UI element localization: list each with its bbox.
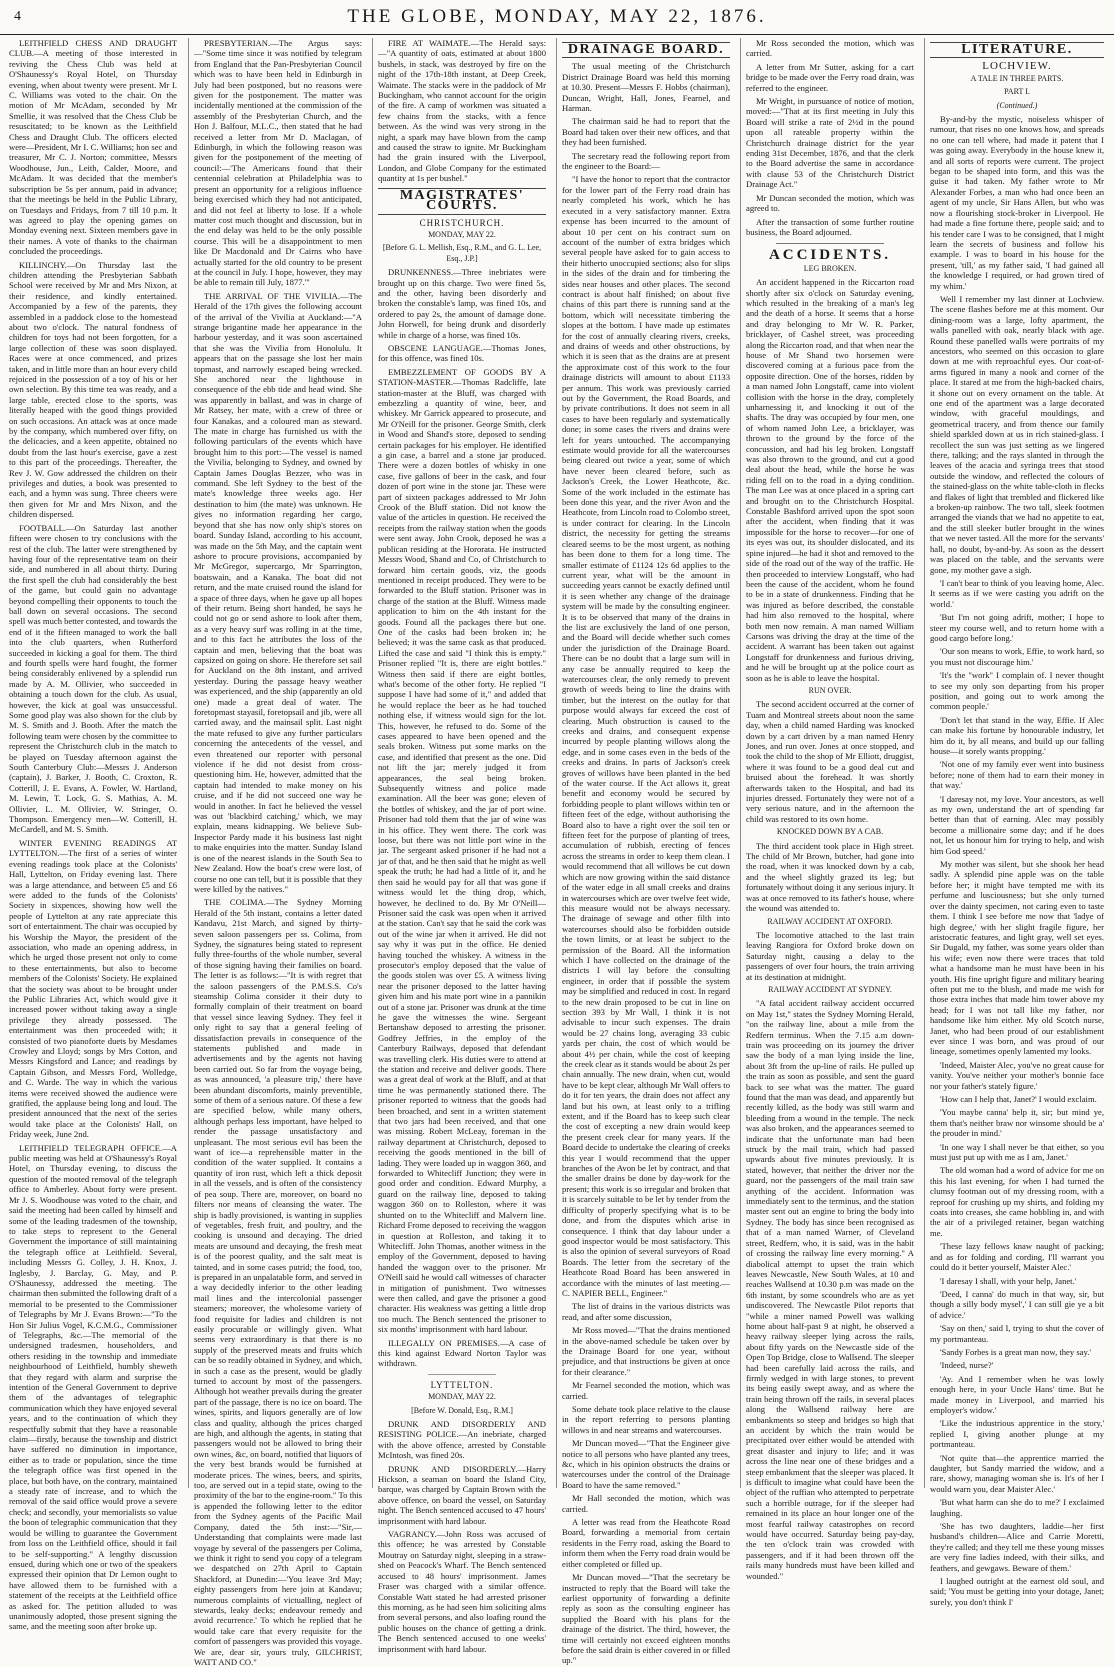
story-title: LOCHVIEW. bbox=[982, 60, 1052, 73]
drainage-board-heading: DRAINAGE BOARD. bbox=[562, 42, 730, 58]
cab-subheading: KNOCKED DOWN BY A CAB. bbox=[776, 827, 884, 837]
article-chess-club: LEITHFIELD CHESS AND DRAUGHT CLUB.—A meeting of those interested in reviving the Chess Club was held at O'Shaunessy's Royal Hotel, on Thursday evening, when about twenty were present. Mr I. C. Williams was voted to the chair. On the motion of Mr McAdam, seconded by Mr Smellie, it was resolved that the Chess Club be resuscitated; to be known as the Leithfield Chess and Draught Club. The officers elected were—President, Mr I. C. Williams; hon sec and treasurer, Mr C. J. Norton; committee, Messrs Woodhouse, Jun., Leith, Calder, Moore, and McAdam. It was decided that the member's subscription be 5s per annum, paid in advance; that the meetings be held in the Public Library, on Tuesdays and Fridays, from 7 till 10 p.m. It was agreed to play the opening games on Monday evening next. Sixteen members gave in their names. A vote of thanks to the chairman concluded the proceedings. bbox=[9, 38, 177, 257]
story-para: 'How can I help that, Janet?' I would exclaim. bbox=[940, 1094, 1097, 1104]
magistrates-courts-heading: MAGISTRATES' COURTS. bbox=[378, 188, 546, 215]
story-subtitle: A TALE IN THREE PARTS. bbox=[970, 73, 1064, 83]
court-drunkenness: DRUNKENNESS.—Three inebriates were brought up on this charge. Two were fined 5s, and the other, having been disorderly and broken the constable's lamp, was fined 10s, and ordered to pay 2s, the amount of damage done. John Horwell, for being drunk and disorderly while in charge of a horse, was fined 10s. bbox=[378, 267, 546, 340]
drainage-para: The secretary read the following report from the engineer to the Board:— bbox=[562, 150, 730, 172]
story-para: My mother was silent, but she shook her head sadly. A splendid pine apple was on the table before her; it might have tempted me with its perfume and lusciousness; but she only turned over the dainty specimen, not caring even to taste them. I think I see before me now that 'ladye of high degree,' with her slight fragile figure, her aristocratic features, and light gray, well set eyes. Sir Dugald, my father, was some years older than his wife; even now there were traces that told what a handsome man he must have been in his youth. His fine upright figure and military bearing often put me to the blush, and made me wish for those extra inches that made him tower above my head; for I was not tall like my father, nor handsome like him either. My old Scotch nurse, Janet, who had been proud of our establishment ever since I was born, and was proud of our lineage, sometimes openly lamented my looks. bbox=[930, 859, 1104, 1057]
drainage-para: Mr Duncan seconded the motion, which was agreed to. bbox=[746, 192, 914, 214]
story-para: 'Like the industrious apprentice in the story,' replied I, giving another plunge at my portmanteau. bbox=[930, 1418, 1104, 1450]
story-para: 'You maybe canna' help it, sir; but mind ye, them that's neither braw nor winsome should be a' the prouder in mind.' bbox=[930, 1107, 1104, 1139]
story-para: 'I can't bear to think of you leaving home, Alec. It seems as if we were casting you adrift on the world.' bbox=[930, 577, 1104, 609]
story-para: 'Not quite that—the apprentice married the daughter, but Sandy married the widow, and a rare, showy, managing woman she is. It's of her I would warn you, dear Maister Alec.' bbox=[930, 1452, 1104, 1494]
page-number: 4 bbox=[14, 9, 21, 24]
court-vagrancy: VAGRANCY.—John Ross was accused of this offence; he was arrested by Constable Moutray on Saturday night, sleeping in a straw-shed on Peacock's Wharf. The Bench sentenced accused to 48 hours' imprisonment. James Fraser was charged with a similar offence. Constable Watt stated he had arrested prisoner this morning, as he had seen him soliciting alms from several persons, and also loafing round the public houses on the chance of getting a drink. The Bench sentenced accused to one weeks' imprisonment with hard labour. bbox=[378, 1529, 546, 1654]
court-obscene-language: OBSCENE LANGUAGE.—Thomas Jones, for this offence, was fined 10s. bbox=[378, 342, 546, 364]
story-para: 'Ay. And I remember when he was lowly enough here, in your Uncle Hans' time. But he made money in Liverpool, and married his employer's widow.' bbox=[930, 1373, 1104, 1415]
story-para: Well I remember my last dinner at Lochview. The scene flashes before me at this moment. Our dining-room was a large, lofty apartment, the walls panelled with oak, nearly black with age. Round these panelled walls were portraits of my ancestors, who seemed on this occasion to glare down at me with reproachful eyes. Our coat-of-arms figured in many a nook and corner of the place. It stared at me from the high-backed chairs, it shone out on every ornament on the table. At one end of the apartment was a large decorated window, with graceful mouldings, and geometrical tracery, and from thence our family shield sparkled down at us in rich stained-glass. I recollect the sun was just setting as we lingered there, talking; and the rays slanted in through the leaves of the acacia and syringa trees that stood outside the window, and reflected the colours of the stained-glass on the white table-cloth in flecks and flakes of light that trembled and flickered like a broken-up rainbow. The two tall, sleek footmen arranged the viands that we had no appetite to eat, and the still sleeker butler brought in the wines that we never tasted. All the more for the servants' hall, no doubt, by-and-by. As soon as the dessert was placed on the table, and the servants were gone, my mother gave a sigh. bbox=[930, 293, 1104, 575]
divider bbox=[776, 243, 884, 244]
story-para: By-and-by the mystic, noiseless whisper of rumour, that rises no one knows how, and spreads no one can tell where, had made it patent that I was going away. Everybody in the house knew it, and all sorts of reports were current. The project began to be shaped into form, and this was the guise it had taken. My father wrote to Mr Alexander Forbes, a man who had once been an agent of my uncle, Sir Hans Allen, but who was now a flourishing stock-broker in Liverpool. He had made a fine fortune there, people said; and to his tender care I was to be consigned, that I might learn the secrets of business and follow his example. I was to board in his house for the present, 'till,' as my father said, 'I had gained all the knowledge I required, or had grown tired of my whim.' bbox=[930, 114, 1104, 291]
columns bbox=[0, 38, 1114, 1667]
newspaper-title: THE GLOBE, MONDAY, MAY 22, 1876. bbox=[347, 6, 767, 27]
accident-cab: The third accident took place in High street. The child of Mr Brown, butcher, had gone into the road, when it was knocked down by a cab, and the wheel slightly grazed its leg; but fortunately without doing it any serious injury. It was at once removed to its father's house, where the wound was attended to. bbox=[746, 840, 914, 914]
engineer-report: "I have the honor to report that the contractor for the lower part of the Ferry road drain has nearly completed his work, which he has executed in a very satisfactory manner. Extra expense has been incurred to the amount of about 10 per cent on his contract sum on account of the number of extra bridges which several people have asked for to gain access to their hitherto unoccupied sections; also for slips in the sides of the drain and for timbering the sides near houses and other places. The second contract is about half finished; on about five chains of this part there is running sand at the bottom, which will necessitate timbering the slopes at the bottom. I have made up estimates for the cost of annually clearing rivers, creeks, and drains of weeds and other obstructions, by which it is seen that as the drains are at present the approximate cost of this work to the four drainage districts will amount to about £1133 per annum. This work was previously carried out by the Government, the Road Boards, and by private contributions. It does not seem in all cases to have been regularly and systematically done; in some cases the rivers and drains were left for years untouched. The accompanying estimate would provide for all the watercourses being cleared out twice a year, some of which have never been cleared before, such as Jackson's Creek, the Lower Heathcote, &c. Some of the work included in the estimate has been done this year, and the river Avon and the Heathcote, from Lincoln road to Colombo street, is under contract for clearing. In the Lincoln district, the necessity for getting the streams cleared seems to be the most urgent, as nothing has been done to them for a long time. The smaller estimate of £1124 12s 6d applies to the current year, what will be the amount in succeeding years cannot be exactly defined until it is seen whether any change of the drainage system will be made by the consulting engineer. It is to be observed that many of the drains in the list are exclusively the land of one person, and the Board will decide whether such comes under the jurisdiction of the Drainage Board. There can be no doubt that a large sum will in any case be annually required to keep the watercourses clear, the only remedy to prevent growth of weeds being to line the drains with timber, but the interest on the outlay for that purpose would always far exceed the cost of clearing. Much obstruction is caused to the creeks and drains, and consequent expense incurred by people planting willows along the edge, and in some cases even in the beds of the creeks and drains. In parts of Jackson's creek groves of willows have been planted in the bed of the water course. If the Act allows it, great benefit and economy would be secured by forbidding people to plant willows within ten or fifteen feet of the edge, without authorising the Board also to have a right over the soil ten or fifteen feet for the purpose of planting of trees, accumulation of rubbish, erecting of fences across the streams in order to keep them clean. I would recommend that all willows be cut down which are now growing within the said distance of the water edge in all small creeks and drains in watercourses which are over twelve feet wide, this measure would not be always necessary. The drainage of sewage and other filth into watercourses should also be forbidden outside the town limits, or at least be subject to the permission of the Board. All the information which I have collected on the drainage of the districts I will lay before the consulting engineer, in order that if possible the system may be simplified and reduced in cost. In regard to the new drain proposed to be cut in line on section 393 by Mr Wall, I think it is not advisable to incur such expenses. The drain would be 27 chains long, averaging 33 cubic yards per chain, the cost of which would be about 4½ per chain, while the cost of keeping the creek clear as it stands would be about 2s per chain annually. The new drain, when cut, would have to be kept clear, although Mr Wall offers to do it for ten years, the drain does not affect any land but his own, at least only to a trifling extent, and if the Board has to keep such clear the cost of excepting a new drain would keep the present creek clear for many years. If the Board decide to undertake the clearing of creeks this year I would recommend that the upper branches of the Avon be let by contract, and that the smaller drains be done by day-work for the present; this work is so irregular and broken that it is scarcely suitable to be let by tender from the difficulty of properly specifying what is to be done, and from the disputes which arise in consequence. I think that day labour under a good inspector would be most satisfactory. This is also the opinion of several surveyors of Road Boards. The letter from the secretary of the Heathcote Road Board has been answered in accordance with the minutes of last meeting.—C. NAPIER BELL, Engineer." bbox=[562, 174, 731, 1298]
column-5 bbox=[740, 38, 919, 1581]
story-continued: (Continued.) bbox=[996, 100, 1038, 110]
story-para: 'Sandy Forbes is a great man now, they say.' bbox=[940, 1346, 1091, 1357]
column-1 bbox=[4, 38, 182, 1632]
story-para: 'It's the "work" I complain of. I never thought to see my only son departing from his proper position, and going out to work among the common people.' bbox=[930, 670, 1104, 712]
article-telegraph-office: LEITHFIELD TELEGRAPH OFFICE.—A public meeting was held at O'Shaunessy's Royal Hotel, on Thursday evening, to discuss the question of the mooted removal of the telegraph office to Amberley. About forty were present. Mr J. S. Woodhouse was voted to the chair, and said the meeting had been called by himself and some of the leading tradesmen of the township, to take steps to represent to the General Government the importance of still maintaining the telegraph office at Leithfield. Several, including Messrs G. Colley, J. H. Knox, J. Inglesby, J. Barclay, G. May, and P. O'Shaunessy, addressed the meeting. The chairman then submitted the following draft of a memorial to be presented to the Commissioner of Telegraphs by Mr J. Evans Brown:—"To the Hon Sir Julius Vogel, K.C.M.G., Commissioner of Telegraphs, &c.—The memorial of the undersigned tradesmen, householders, and others residing in the township and immediate neighbourhood of Leithfield, humbly sheweth that they regard with alarm and surprise the intention of the General Government to deprive them of the advantages of telegraphic communication which they have enjoyed several years, and to the continuation of which they respectfully submit that they have a reasonable claim—firstly, because the township and district have suffered no diminution in importance, either as to trade or population, since the time the telegraph office was first opened in the place, but both have, on the contrary, maintained a steady rate of increase, and to which the removal of the said office would prove a severe check; and secondly, your memorialists so value the boon of telegraphic communication that they would be willing to guarantee the Government from loss on the Leithfield office, should it fail to be self-supporting." A lengthy discussion ensued, during which one or two of the speakers expressed their opinion that Dr Lemon ought to have allowed them to be furnished with a statement of the receipts at the Leithfield office as asked for. The petition alluded to was unanimously adopted, those present signing the same, and the meeting soon after broke up. bbox=[9, 1142, 177, 1632]
drainage-para: The usual meeting of the Christchurch District Drainage Board was held this morning at 10.30. Present—Messrs F. Hobbs (chairman), Duncan, Wright, Hall, Jones, Fearnel, and Harman. bbox=[562, 61, 730, 114]
story-para: 'I daresay I shall, with your help, Janet.' bbox=[940, 1275, 1077, 1286]
article-fire-waimate: FIRE AT WAIMATE.—The Herald says:—"A quantity of oats, estimated at about 1800 bushels, in stack, was destroyed by fire on the night of the 17th-18th instant, at Deep Creek, Waimate. The stacks were in the paddock of Mr Buckingham, who cannot account for the origin of the fire. A camp of workmen was situated a few chains from the stacks, with a fence between. As the wind was very strong in the night, a spark may have blown from the camp and caused the straw to ignite. Mr Buckingham had the grain insured with the Liverpool, London, and Globe Company for the estimated quantity at 1s per bushel." bbox=[378, 38, 546, 184]
drainage-para: After the transaction of some further routine business, the Board adjourned. bbox=[746, 216, 914, 237]
story-para: 'These lazy fellows knaw naught of packing; and as for folding and cording, I'll warrant you could do it better yourself, Maister Alec.' bbox=[930, 1241, 1104, 1273]
drainage-para: Mr Fearnel seconded the motion, which was carried. bbox=[562, 1380, 730, 1401]
story-para: 'Our son means to work, Effie, to work hard, so you must not discourage him.' bbox=[930, 646, 1104, 667]
article-winter-readings: WINTER EVENING READINGS AT LYTTELTON.—The first of a series of winter evening readings took place at the Colonists' Hall, Lyttelton, on Friday evening last. There was a large attendance, and between £5 and £6 were added to the funds of the Colonists' Society in sixpences, showing how well the people of Lyttelton at any rate appreciate this sort of entertainment. The chair was occupied by his Worship the Mayor, the president of the association, who made an opening address, in which he urged those present not only to come to these entertainments, but also to become members of the Colonists' Society. He explained that the society was about to be brought under the Public Libraries Act, which would give it increased power without taking away a single privilege they already possessed. The entertainment was then proceeded with; it consisted of two pianoforte duets by Mesdames Crowley and Lloyd; songs by Mrs Cotton, and Messrs Kingsford and Lance; and readings by Captain Gibson, and Messrs Ford, Wolledge, and C. Warde. The way in which the various items were received showed the audience were gratified, the applause being long and loud. The president announced that the next of the series would take place at the Colonists' Hall, on Friday week, June 2nd. bbox=[9, 837, 177, 1140]
drainage-para: Some debate took place relative to the clause in the report referring to persons planting willows in and near streams and watercourses. bbox=[562, 1404, 730, 1435]
story-para: 'In one way I shall never be that either, so you must just put up with me as I am, Janet.' bbox=[930, 1141, 1104, 1163]
court-drunk-disorderly: DRUNK AND DISORDERLY.—Harry Hickson, a seaman on board the Island City, barque, was charged by Captain Brown with the above offence, on board the vessel, on Saturday night. The Bench sentenced accused to 47 hours' imprisonment with hard labour. bbox=[378, 1463, 546, 1526]
accident-run-over: The second accident occurred at the corner of Tuam and Montreal streets about noon the same day, when a child named Harding was knocked down by a cart driven by a man named Henry Jones, and run over. Jones at once stopped, and took the child to the shop of Mr Elliott, druggist, where it was found to be a good deal cut and bruised about the forehead. It was shortly afterwards taken to the Hospital, and had its injuries dressed. Fortunately they were not of a very serious nature, and in the afternoon the child was restored to its own home. bbox=[746, 699, 914, 824]
drainage-para: Mr Duncan moved—"That the secretary be instructed to reply that the Board will take the earliest opportunity of forwarding a definite reply as soon as the consulting engineer has supplied the Board with his plans for the drainage of the district. The third, however, the time will certainly not exceed eighteen months before the said drain is either covered in or filled up." bbox=[562, 1572, 730, 1666]
drainage-para: The list of drains in the various districts was read, and after some discussion, bbox=[562, 1301, 730, 1322]
story-para: 'She has two daughters, laddie—her first husband's children—Alice and Carrie Moretti, they're called; and they tell me these young misses are very fine ladies indeed, with their silks, and feathers, and gewgaws. Beware of them.' bbox=[930, 1521, 1104, 1573]
column-2 bbox=[188, 38, 367, 1667]
story-para: 'Indeed, Maister Alec, you've no great cause for vanity. You've neither your mother's bonnie face nor your father's stately figure.' bbox=[930, 1059, 1104, 1091]
accidents-heading: ACCIDENTS. bbox=[768, 247, 892, 264]
article-presbyterian: PRESBYTERIAN.—The Argus says:—"Some time since it was notified by telegram from England that the Pan-Presbyterian Council which was to have been held in Edinburgh in July had been postponed, but no reasons were given for the postponement. The matter was incidentally mentioned at the commission of the assembly of the Presbyterian Church, and the Hon J. Balfour, M.L.C., then stated that he had received a letter from Mr D. Maclagan, of Edinburgh, in which the following reason was given for the postponement of the meeting of council:—'The Americans found that their centennial celebration at Philadelphia was to present an opportunity for a religious influence being exercised which they had not anticipated, and did not feel at liberty to lose. If a whole matter cost much thought and discussion, but in the end delay was held to be the only possible course. This will be a disappointment to men like Dr Macdonald and Dr Cairns who have actually started for the old country to be present at the council in July. I hope, however, they may be able to remain till July, 1877.'" bbox=[194, 38, 362, 288]
drainage-para: A letter was read from the Heathcote Road Board, forwarding a memorial from certain residents in the Ferry road, asking the Board to inform them when the Ferry road drain would be either completed or filled up. bbox=[562, 1517, 731, 1569]
court-embezzlement: EMBEZZLEMENT OF GOODS BY A STATION-MASTER.—Thomas Radcliffe, late station-master at the Bluff, was charged with embezzling a quantity of wine, beer, and whiskey. Mr Garrick appeared to prosecute, and Mr O'Neill for the prisoner. George Smith, clerk in Wood and Shand's store, deposed to sending certain packages for his employer. He identified a gin case, a barrel and a stone jar produced. There were a dozen bottles of whisky in one case, five gallons of beer in the cask, and four dozen of port wine in the stone jar. These were part of sixteen packages addressed to Mr John Crook of the Bluff station. Did not know the value of the articles in question. He received the receipts from the railway station when the goods were sent away. John Crook, deposed he was a publican residing at the Hororata. He instructed Messrs Wood, Shand and Co, of Christchurch to forward him certain goods, viz, the goods mentioned in receipt produced. They were to be forwarded to the Bluff station. Prisoner was in charge of the station at the Bluff. Witness made application to him on the 4th instant for the goods. Found all the packages there but one. One of the casks had been broken in; he believed; it was the same cask as that produced. Lifted the case and said "I think this is empty." Prisoner replied "It is, there are eight bottles." Witness then said if there are eight bottles, what's become of the other forty. He replied "I suppose I have had some of it," and added that he would replace the beer as he had touched nothing else, if witness would sign for the lot. This, however, he refused to do. Some of the cases appeared to have been opened and the seals broken. Witness put some marks on the case, and identified that present as the one. Did not lift the jar; merely judged it from appearances, the seal being broken. Subsequently witness and police made examination. All the beer was gone; eleven of the bottles of whiskey, and the jar of port wine. Prisoner had told them that the jar of wine was in his office. They went there. The cork was loose, but there was not little port wine in the jar. The sergeant asked prisoner if he had not a jar of that, and he then said that he might as well speak the truth; he had had a little of it, and he then said he would pay for all that was gone if witness would let the thing drop, which, however, he declined to do. By Mr O'Neill—Prisoner said the cask was open when it arrived at the station. Can't say that he said the cork was out of the wine jar when it arrived. He did not say why it was put in the office. He denied having touched the whiskey. A witness in the prosecutor's employ deposed that the value of the goods stolen was over £5. A witness living near the prisoner deposed to the latter having given him and his mate port wine in a pannikin out of a stone jar. Prisoner was drunk at the time he gave the witnesses the wine. Sergeant Bertanshaw deposed to arresting the prisoner. Godfrey Jeffries, in the employ of the Canterbury Railways, deposed that defendant was travelling clerk. His duties were to attend at the station and receive and deliver goods. There was a great deal of work at the Bluff, and at that time he was permanently stationed there. The prisoner reported to witness that the goods had been broached, and sent in a written statement that two jars had been received, and that one was missing. Robert McLeay, foreman in the railway department at Christchurch, deposed to receiving the goods mentioned in the bill of lading. They were loaded up in waggon 360, and forwarded to Whitecliff Junction; they were in good order and condition. Edward Murphy, a guard on the railway line, deposed to taking waggon 360 on to Rolleston, where it was shunted on to the Whitecliff and Malvern line. Richard Frome deposed to receiving the waggon in question at Rolleston, and taking it to Whitecliff. John Thomas, another witness in the employ of the Government, deposed to having handed the waggon over to the prisoner. Mr O'Neill said he would call witnesses of character in mitigation of punishment. Two witnesses were then called, and gave the prisoner a good character. His weakness was getting a little drop too much. The Bench sentenced the prisoner to six months' imprisonment with hard labour. bbox=[378, 366, 546, 1335]
story-para: 'But what harm can she do to me?' I exclaimed laughing. bbox=[930, 1497, 1104, 1518]
oxford-subheading: RAILWAY ACCIDENT AT OXFORD. bbox=[767, 916, 893, 926]
drainage-para: Mr Duncan moved—"That the Engineer give notice to all persons who have planted any trees, &c, which in his opinion obstructs the drains or watercourses under the control of the Drainage Board to have the same removed." bbox=[562, 1438, 730, 1490]
court-illegally-on-premises: ILLEGALLY ON PREMISES.—A case of this kind against Edward Norton Taylor was withdrawn. bbox=[378, 1337, 546, 1369]
drainage-para: The chairman said he had to report that the Board had taken over their new offices, and that they had been furnished. bbox=[562, 116, 730, 148]
court-date-1: MONDAY, MAY 22. bbox=[428, 229, 496, 239]
court-date-2: MONDAY, MAY 22. bbox=[428, 1392, 496, 1402]
leg-broken-subheading: LEG BROKEN. bbox=[803, 263, 857, 273]
accident-leg-broken: An accident happened in the Riccarton road shortly after six o'clock on Saturday evening, which resulted in the breaking of a man's leg and the death of a horse. It seems that a horse and dray belonging to Mr W. R. Parker, bricklayer, of Cashel street, was proceeding along the Riccarton road, and that when near the house of Mr Shand two horsemen were discovered coming at a furious pace from the opposite direction. One of the horses, ridden by a man named John Longstaff, came into violent collision with the horse in the dray, completely unharnessing it, and knocking it out of the shafts. The dray was occupied by four men, one of whom named John Lee, a bricklayer, was thrown to the ground by the force of the concussion, and had his leg broken. Longstaff was also thrown to the ground, and cut a good deal about the head, while the horse he was riding fell on to the road in a dying condition. The man Lee was at once placed in a spring cart and brought on to the Christchurch Hospital. Constable Bashford arrived upon the spot soon after the accident, when finding that it was impossible for the horse to recover—for one of its eyes was out, its shoulder dislocated, and its spine injured—he had it shot and removed to the side of the road out of the way of the traffic. He then proceeded to interview Longstaff, who had been the cause of the accident, whom he found to be in a state of drunkenness. Finding that he was injured as before described, the constable had him also removed to the hospital, where both men now remain. A man named William Carsons was driving the dray at the time of the accident. A warrant has been taken out against Longstaff for drunkenness and furious driving, and he will be brought up at the police court as soon as he is able to leave the hospital. bbox=[746, 277, 914, 683]
masthead bbox=[0, 0, 1114, 35]
story-para: The old woman had a word of advice for me on this his last evening, for when I had turned the clumsy footman out of my dressing room, with a reproof for crushing up my shirts, and folding my coats into creases, she came hobbling in, and with the air of a privileged retainer, began watching me. bbox=[930, 1165, 1104, 1238]
story-para: 'Deed, I canna' do much in that way, sir, but though a silly body mysel',' I can still gie ye a bit of advice.' bbox=[930, 1288, 1104, 1320]
story-para: 'Say on then,' said I, trying to shut the cover of my portmanteau. bbox=[930, 1323, 1104, 1344]
column-4 bbox=[556, 38, 735, 1666]
accident-sydney: "A fatal accident railway accident occurred on May 1st," states the Sydney Morning Herald, "on the railway line, about a mile from the Redfern terminus. When the 7.15 a.m down-train was proceeding on its journey the driver saw the body of a man lying inside the line, about 3ft from the up-line of rails. He pulled up the train as soon as possible, and sent the guard back to see what was the matter. The guard found that the man was dead, and apparently but recently killed, as the body was still warm and bleeding from a wound in the temple. The neck was also broken, and the appearances seemed to indicate that the unfortunate man had been struck by the mail train, which had passed upwards about five minutes previously. It is stated, however, that neither the driver nor the guard, nor the passengers of the mail train saw anything of the accident. Information was immediately sent to the terminus, and the station master sent out an engine to bring the body into Sydney. The body has since been recognised as that of a man named Warner, of Cleveland street, Redfern, who, it is said, was in the habit of crossing the railway line every morning." A diabolical attempt to upset the train which leaves Newcastle, New South Wales, at 10 and reaches Wallsend at 10.30 p.m was made on the 6th instant, by some scoundrels who are as yet undiscovered. The Newcastle Pilot reports that "while a miner named Powell was walking home about half-past 9 at night, he observed a heavy railway sleeper lying across the rails, about fifty yards on the Newcastle side of the Open Top Bridge, close to Wallsend. The sleeper had been carefully laid across the rails, and firmly wedged in with large stones, to prevent its being easily swept away, and as where the train being thrown off the rails, in several places along the Wallsend railway here are embankments so steep and bridges so high that an accident by which the train would be precipitated over either would be attended with great disaster and injury to life; and it was across the line near one of these bridges and a steep embankment that the sleeper was placed. It is difficult to imagine what could have been the object of the ruffian who attempted to perpetrate such a horrible outrage, for if the sleeper had remained in its place an hour longer one of the most fearful railway catastrophes on record would have occurred. Saturday being pay-day, the ten o'clock train was crowded with passengers, and if it had been thrown off the rails many hundreds must have been killed and wounded." bbox=[746, 998, 914, 1581]
story-part: PART I. bbox=[1004, 87, 1030, 97]
drainage-para: Mr Hall seconded the motion, which was carried. bbox=[562, 1493, 730, 1514]
story-para: 'I daresay not, my love. Your ancestors, as well as my own, understand the art of spending far better than that of earning. Alec may possibly become a millionaire some day; and if he does not, let us honour him for trying to help, and wish him God speed.' bbox=[930, 793, 1104, 856]
court-bench-2: [Before W. Donald, Esq., R.M.] bbox=[411, 1405, 513, 1415]
christchurch-subheading: CHRISTCHURCH. bbox=[419, 217, 505, 228]
column-3 bbox=[372, 38, 551, 1654]
story-para: I laughed outright at the earnest old soul, and said; 'You must be getting into your dotage, Janet; surely, you don't think I' bbox=[930, 1576, 1104, 1607]
story-para: 'Don't let that stand in the way, Effie. If Alec can make his fortune by honourable industry, let him do it, by all means, and build up our falling house—it sorely wants propping.' bbox=[930, 714, 1104, 756]
column-6 bbox=[924, 38, 1109, 1607]
sydney-subheading: RAILWAY ACCIDENT AT SYDNEY. bbox=[768, 984, 892, 994]
story-para: 'But I'm not going adrift, mother; I hope to steer my course well, and to return home with a good cargo before long.' bbox=[930, 612, 1104, 643]
drainage-para: Mr Ross seconded the motion, which was carried. bbox=[746, 38, 914, 59]
run-over-subheading: RUN OVER. bbox=[808, 685, 852, 695]
article-football: FOOTBALL.—On Saturday last another fifteen were chosen to try conclusions with the rest of the club. The latter were strengthened by having four of the representative team on their side, and numbered in all about thirty. During the first spell the club had considerably the best of the game, but could gain no advantage beyond compelling their opponents to touch the ball down on several occasions. The second spell was much better contested, and towards the end of it the fifteen managed to work the ball into the club quarters, when Rutherford succeeded in kicking a goal for them. The third and fourth spells were hard fought, the former being considerably enlivened by a splendid run made by A. M. Ollivier, who succeeded in obtaining a touch down for the club. As usual, however, the kick at goal was unsuccessful. Some good play was also shown for the club by M. S. Smith and J. Booth. After the match the following team were chosen by the committee to represent the Christchurch club in the match to be played on Tuesday afternoon against the South Canterbury Club:—Messrs J. Anderson (captain), J. Barker, J. Booth, C. Croxton, R. Cotterill, J. E. Evans, A. Fowler, W. Hartland, M. Lewin, T. Lock, G. S. Mathias, A. M. Ollivier, L. M. Ollivier, W. Stringer, O. Thompson. Emergency men—W. Cotterill, H. McCardell, and M. S. Smith. bbox=[9, 522, 178, 835]
accident-oxford: The locomotive attached to the last train leaving Rangiora for Oxford broke down on Saturday night, causing a delay to the passengers of over four hours, the train arriving at its destination at midnight. bbox=[746, 929, 914, 982]
divider bbox=[428, 1374, 496, 1375]
drainage-para: Mr Wright, in pursuance of notice of motion, moved:—"That at its first meeting in July this Board will strike a rate of 2½d in the pound upon all rateable property within the Christchurch drainage district for the year ending 31st December, 1876, and that the clerk to the Board advertise the same in accordance with clause 53 of the Christchurch District Drainage Act." bbox=[746, 96, 914, 190]
literature-heading: LITERATURE. bbox=[930, 42, 1104, 58]
story-para: 'Indeed, nurse?' bbox=[940, 1360, 994, 1371]
article-colima: THE COLIMA.—The Sydney Morning Herald of the 5th instant, contains a letter dated Kandavu, 21st March, and signed by thirty-seven saloon passengers per ss. Colima, from Sydney, the signatures being stated to represent fully three-fourths of the whole number, several of those signing having their families on board. The letter is as follows:—"It is with regret that the saloon passengers of the P.M.S.S. Co's steamship Colima consider it their duty to formally complain of their treatment on board that vessel since leaving Sydney. They feel it only right to say that a general feeling of dissatisfaction prevails in consequence of the statements published and made in advertisements and by the agents not having been carried out. So far from the voyage being, as was announced, 'a pleasure trip,' there have been abundant discomforts, mainly preventible, some of them of a serious nature. Of these a few are specified below, while many others, although perhaps less important, have helped to render the passage unsatisfactory and unpleasant. The most serious evil has been the want of ice—a reprehensible matter in the condition of the water supplied. It contains a quantity of iron rust, which left a thick deposit in all the vessels, and is often of the consistency of pea soup. There are, moreover, on board no filters nor means of cleansing the water. The ship is badly provisioned, is wanting in supplies of vegetables, fresh fruit, and poultry, and the cooking is unsound and decaying. The dried meats are unsound and decaying, the fresh meat is of the poorest quality, and the salt meat is tainted, and in some cases putrid; the food, too, is prepared in an unpalatable form, and served in a way decidedly inferior to the other leading mail lines and the intercolonial passenger steamers; moreover, the wholesome variety of food requisite for ladies and children is not easily procurable or willingly given. What seems very extraordinary is that there is no supply of the preserved meats and fruits which can be so readily obtained in Sydney, and which, in such a case as the present, would be gladly turned to account by most of the passengers. Although hot weather prevails during the greater part of the passage, there is no ice on board. The wines, spirits, and liquors generally are of low class and quality, although the prices charged are high, and although the agents, in stating that passengers would not be allowed to bring their own wines, &c, on board, notified that liquors of the very best brands would be furnished at moderate prices. The wines, beers, and spirits, too, are served out in a tepid state, owing to the proximity of the bar to the engine-room." To this is appended the following letter to the editor from the Sydney agents of the Pacific Mail Company, dated the 5th inst:—"Sir,—Understanding that complaints were made last voyage by several of the passengers per Colima, we think it right to send you copy of a telegram we despatched on 27th April to Captain Shackford, at Dunedin:—'You leave 3rd May; eighty passengers from here join at Kandavu; numerous complaints of victualling, neglect of stewards, leaky decks; endeavour remedy and avoid recurrence.' To which he replied that he would take care that every requisite for the comfort of passengers was provided this voyage. We are, dear sir, yours truly, GILCHRIST, WATT AND CO." bbox=[194, 897, 362, 1667]
court-resisting-police: DRUNK AND DISORDERLY AND RESISTING POLICE.—An inebriate, charged with the above offence, arrested by Constable McIntosh, was fined 20s. bbox=[378, 1419, 546, 1461]
article-killinchy: KILLINCHY.—On Thursday last the children attending the Presbyterian Sabbath School were received by Mr and Mrs Nixon, at their residence, and kindly entertained. Accompanied by a few of the parents, they assembled in a paddock close to the homestead about two o'clock. The natural fondness of children for toys had not been forgotten, for a large collection of these was soon displayed. Races were at once commenced, and prizes taken, and in little more than an hour every child rejoiced in the possession of a toy of his or her own selection. By this time tea was ready, and a large table, erected close to the sports, was literally heaped with the good things provided on such occasions. An attack was at once made by the company, which numbered over fifty, on the delicacies, and a keen appetite, obtained no doubt from the last hour's exercise, gave a zest to this part of the proceedings. Thereafter, the Rev J. W. Gow addressed the children on their privileges and duties, a book was presented to each, and a hymn was sung. Three cheers were then given for Mr and Mrs Nixon, and the children dispersed. bbox=[9, 259, 177, 520]
drainage-para: A letter from Mr Sutter, asking for a cart bridge to be made over the Ferry road drain, was referred to the engineer. bbox=[746, 61, 914, 93]
story-para: 'Not one of my family ever went into business before; none of them had to earn their money in that way.' bbox=[930, 759, 1104, 791]
drainage-para: Mr Ross moved—"That the drains mentioned in the above-named schedule be taken over by the Drainage Board for one year, without prejudice, and that instructions be given at once for their clearance." bbox=[562, 1325, 730, 1377]
court-bench-1: [Before G. L. Mellish, Esq., R.M., and G. L. Lee, Esq., J.P.] bbox=[382, 243, 542, 263]
lyttelton-subheading: LYTTELTON. bbox=[430, 1379, 494, 1390]
article-vivilia: THE ARRIVAL OF THE VIVILIA.—The Herald of the 17th gives the following account of the arrival of the Vivilia at Auckland:—"A strange brigantine made her appearance in the harbour yesterday, and it was soon ascertained that she was the Vivilia from Honolulu. It appears that on the passage she lost her main topmast, and narrowly escaped being wrecked. She anchored near the lighthouse in consequence of the ebb tide and head wind. She was apparently in ballast, and was in charge of Mr Ratsey, her mate, with a crew of three or four Kanakas, and a coloured man as steward. The mate in charge has furnished us with the following particulars of the events which have brought him to this port:—The vessel is named the Vivilia, belonging to Sydney, and owned by Captain James Douglas Bezzer, who was in command. She left Sydney to the best of the mate's knowledge three weeks ago. Her destination to him (the mate) was unknown. He gives no information regarding her cargo, beyond that she has now only ship's stores on board. Sunday Island, according to his account, was made on the 5th May, and the captain went ashore to procure provisions, accompanied by Mr McGregor, supercargo, Mr Sparrington, boatswain, and a Kanaka. The boat did not return, and the mate cruised round the island for a space of three days, when he gave up all hopes of their return. Being short handed, he says he could not go or send ashore to look after them, as a very heavy surf was rolling in at the time, and to this fact he attributes the loss of the captain and men, believing that the boat was capsized on going on shore. He therefore set sail for Auckland on the 8th instant, and arrived yesterday. During the passage heavy weather was experienced, and the ship (apparently an old one) made a great deal of water. The foretopmast stayasil, foretopsail and jib, were all carried away, and the mainsail split. Last night the mate refused to give any further particulars concerning the antecedents of the vessel, and even threatened our reporter with personal violence if he did not desist from cross-questioning him. He, however, admitted that the captain had intended to make money on his cruise, and if he did not succeed one way he would in another. In fact he believed the vessel was out 'blackbird catching,' which, we may explain, means kidnapping. We believe Sub-Inspector Pardy made it his business last night to make enquiries into the matter. Sunday Island is one of the nearest islands in the South Sea to New Zealand. How the boat's crew were lost, of course no one can tell, but it is possible that they were killed by the natives." bbox=[194, 290, 362, 894]
